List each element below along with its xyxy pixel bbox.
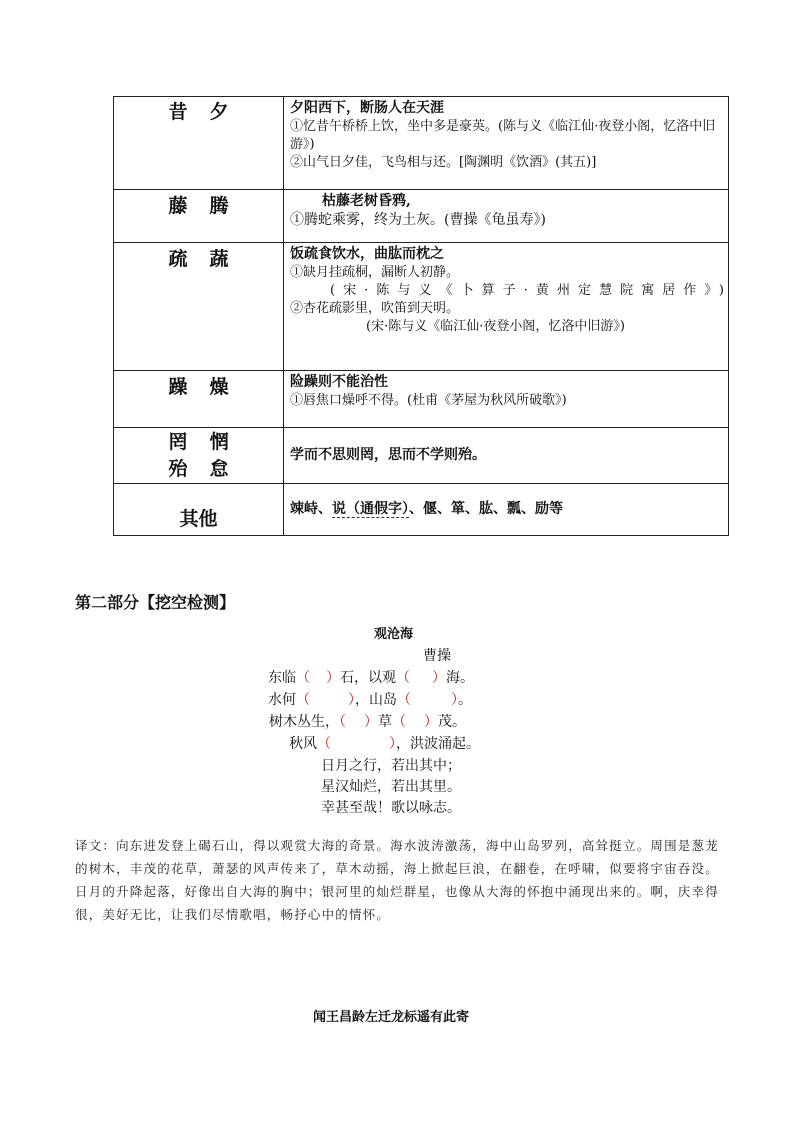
table-row (114, 484, 729, 536)
blank-close: ） (424, 714, 438, 730)
word-cell (114, 243, 284, 371)
translation-paragraph: 译文：向东进发登上碣石山，得以观赏大海的奇景。海水波涛激荡，海中山岛罗列，高耸挺立。周围是葱茏的树木，丰茂的花草，萧瑟的风声传来了，草木动摇，海上掀起巨浪，在翻卷，在呼啸，似要将宇宙吞没。日月的升降起落，好像出自大海的胸中；银河里的灿烂群星，也像从大海的怀抱中涌现出来的。啊，庆幸得很，美好无比，让我们尽情歌唱，畅抒心中的情怀。 (75, 838, 719, 922)
example-heading (290, 499, 724, 519)
poem-line (269, 711, 466, 731)
example-line: ②山气日夕佳，飞鸟相与还。[陶渊明《饮酒》(其五)] (290, 155, 597, 170)
blank-open: （ (397, 692, 411, 708)
poem-text: 草 (378, 714, 392, 730)
poem-line (268, 667, 474, 687)
blank-close: ） (451, 692, 458, 708)
table-row (114, 428, 729, 484)
example-heading: 饭疏食饮水，曲肱而枕之 (290, 246, 444, 262)
word-cell (114, 97, 284, 190)
table-row (114, 371, 729, 428)
poem-title: 观沧海 (374, 627, 414, 642)
example-line: ①腾蛇乘雾，终为土灰。(曹操《龟虽寿》) (290, 212, 546, 228)
word-label: 罔惘 (168, 431, 251, 453)
word-label: 藤腾 (168, 195, 251, 217)
blank-close: ） (348, 692, 355, 708)
example-source: (宋·陈与义《卜算子·黄州定慧院寓居作》) (330, 283, 724, 298)
poem-line: 日月之行，若出其中； (321, 758, 461, 774)
blank-open: （ (296, 692, 310, 708)
word-label: 其他 (179, 508, 218, 530)
example-heading: 枯藤老树昏鸦, (322, 193, 411, 209)
word-cell (114, 190, 284, 243)
blank-close: ） (389, 736, 396, 752)
content-cell (284, 371, 729, 428)
example-line: ②杏花疏影里，吹笛到天明。 (290, 301, 460, 316)
blank-open: （ (396, 670, 410, 686)
word-label: 殆怠 (168, 458, 251, 480)
poem-line: 幸甚至哉！歌以咏志。 (321, 800, 461, 816)
poem-text: 东临 (268, 670, 296, 686)
table-row (114, 243, 729, 371)
blank-close: ） (432, 670, 446, 686)
poem-text: 海。 (446, 670, 474, 686)
other-words-part: 、偃、箪、肱、瓢、励等 (409, 501, 563, 517)
word-cell (114, 371, 284, 428)
poem-text: 树木丛生， (269, 714, 339, 730)
poem-text: 秋风 (289, 736, 317, 752)
content-cell (284, 97, 729, 190)
section-title: 第二部分【挖空检测】 (75, 593, 236, 612)
blank-open: （ (339, 714, 346, 730)
word-cell (114, 428, 284, 484)
example-heading: 夕阳西下，断肠人在天涯 (290, 100, 444, 116)
content-cell (284, 428, 729, 484)
poem-text: 。 (458, 692, 472, 708)
blank-open: （ (317, 736, 331, 752)
poem-line (268, 689, 472, 709)
table-row (114, 190, 729, 243)
blank-close: ） (364, 714, 378, 730)
word-cell (114, 484, 284, 536)
poem-text: ，山岛 (355, 692, 397, 708)
blank-close: ） (326, 670, 340, 686)
vocab-table (113, 96, 729, 536)
blank-open: （ (296, 670, 310, 686)
word-label: 疏蔬 (168, 248, 251, 270)
poem-text: ，洪波涌起。 (396, 736, 480, 752)
example-heading: 险躁则不能治性 (290, 374, 388, 390)
poem-text: 石，以观 (340, 670, 396, 686)
content-cell (284, 484, 729, 536)
content-cell (284, 243, 729, 371)
example-line: ①忆昔午桥桥上饮，坐中多是豪英。(陈与义《临江仙·夜登小阁，忆洛中旧游》) (290, 119, 716, 152)
word-label: 昔夕 (168, 101, 251, 123)
next-poem-title: 闻王昌龄左迁龙标遥有此寄 (313, 1010, 470, 1025)
example-source: (宋·陈与义《临江仙·夜登小阁，忆洛中旧游》) (366, 319, 625, 334)
blank-open: （ (392, 714, 406, 730)
table-row (114, 97, 729, 190)
content-cell (284, 190, 729, 243)
other-words-part: 竦峙、 (290, 501, 332, 517)
word-label: 躁燥 (168, 376, 251, 398)
example-heading: 学而不思则罔，思而不学则殆。 (290, 447, 486, 463)
poem-line: 星汉灿烂，若出其里。 (321, 779, 461, 795)
poem-line (289, 733, 480, 753)
poem-text: 水何 (268, 692, 296, 708)
example-line: ①缺月挂疏桐，漏断人初静。 (290, 265, 460, 280)
poem-text: 茂。 (438, 714, 466, 730)
example-line: ①唇焦口燥呼不得。(杜甫《茅屋为秋风所破歌》) (290, 393, 567, 408)
poem-author: 曹操 (423, 648, 451, 664)
tongjia-note: 说（通假字） (332, 501, 409, 517)
